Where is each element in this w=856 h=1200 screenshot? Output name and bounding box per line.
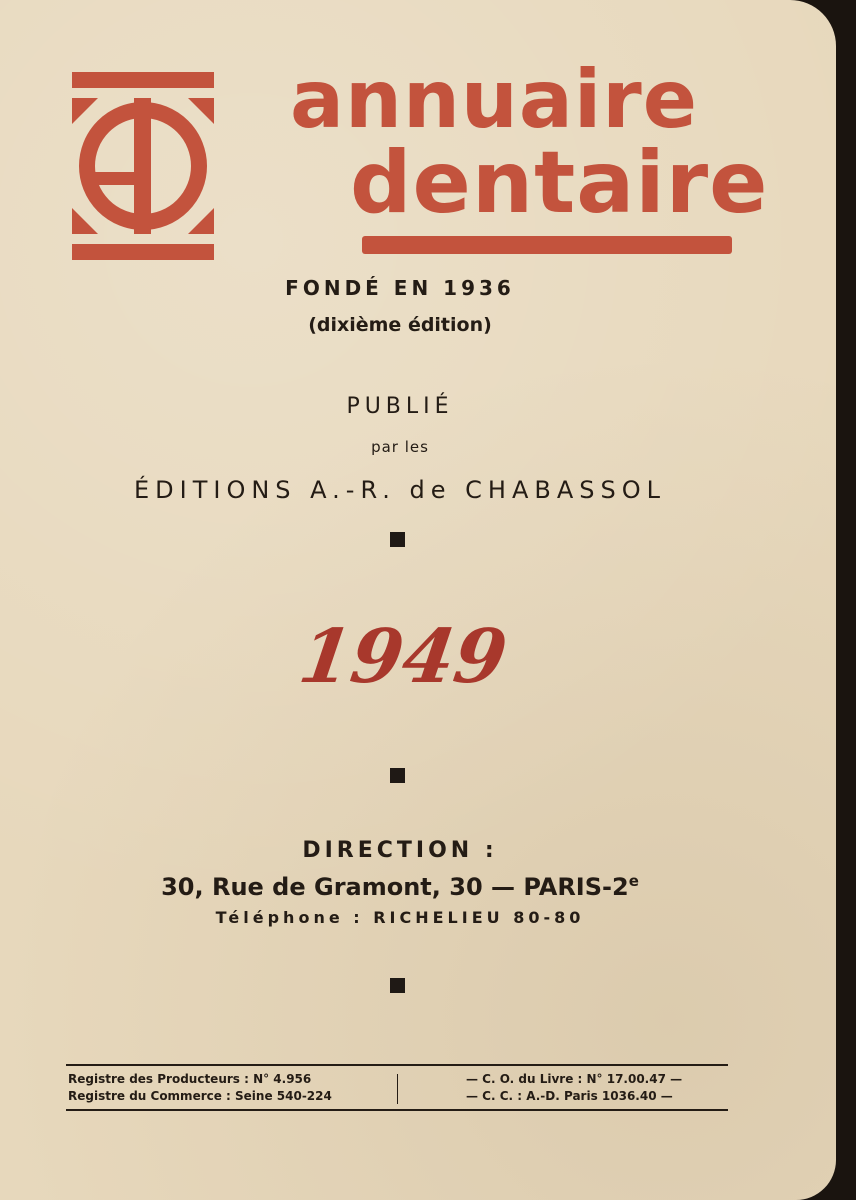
square-ornament bbox=[390, 532, 405, 547]
title-line-dentaire: dentaire bbox=[350, 133, 769, 233]
phone-line: Téléphone : RICHELIEU 80-80 bbox=[215, 908, 585, 927]
published-by: par les bbox=[371, 438, 429, 456]
square-ornament bbox=[390, 978, 405, 993]
footer-registrations bbox=[68, 1071, 332, 1105]
footer-commerce-register: Registre du Commerce : Seine 540-224 bbox=[68, 1089, 332, 1103]
founded-line: FONDÉ EN 1936 bbox=[285, 276, 515, 300]
footer-top-rule bbox=[66, 1064, 728, 1066]
title-underline bbox=[362, 236, 732, 254]
direction-label: DIRECTION : bbox=[302, 838, 498, 863]
footer-book-co: — C. O. du Livre : N° 17.00.47 — bbox=[466, 1072, 683, 1086]
footer-divider bbox=[397, 1074, 398, 1104]
address-superscript: e bbox=[628, 872, 639, 890]
footer-bottom-rule bbox=[66, 1109, 728, 1111]
edition-line: (dixième édition) bbox=[308, 314, 492, 336]
square-ornament bbox=[390, 768, 405, 783]
address-line bbox=[0, 872, 800, 901]
published-heading: PUBLIÉ bbox=[346, 394, 454, 419]
ad-monogram-logo bbox=[72, 72, 214, 262]
footer-cc-account: — C. C. : A.-D. Paris 1036.40 — bbox=[466, 1089, 673, 1103]
publisher-name: ÉDITIONS A.-R. de CHABASSOL bbox=[134, 476, 666, 504]
footer-producers-register: Registre des Producteurs : N° 4.956 bbox=[68, 1072, 312, 1086]
address-text: 30, Rue de Gramont, 30 — PARIS-2 bbox=[161, 873, 629, 901]
edition-year: 1949 bbox=[293, 614, 513, 700]
footer-accounts bbox=[466, 1071, 682, 1105]
title-line-annuaire: annuaire bbox=[290, 53, 698, 146]
